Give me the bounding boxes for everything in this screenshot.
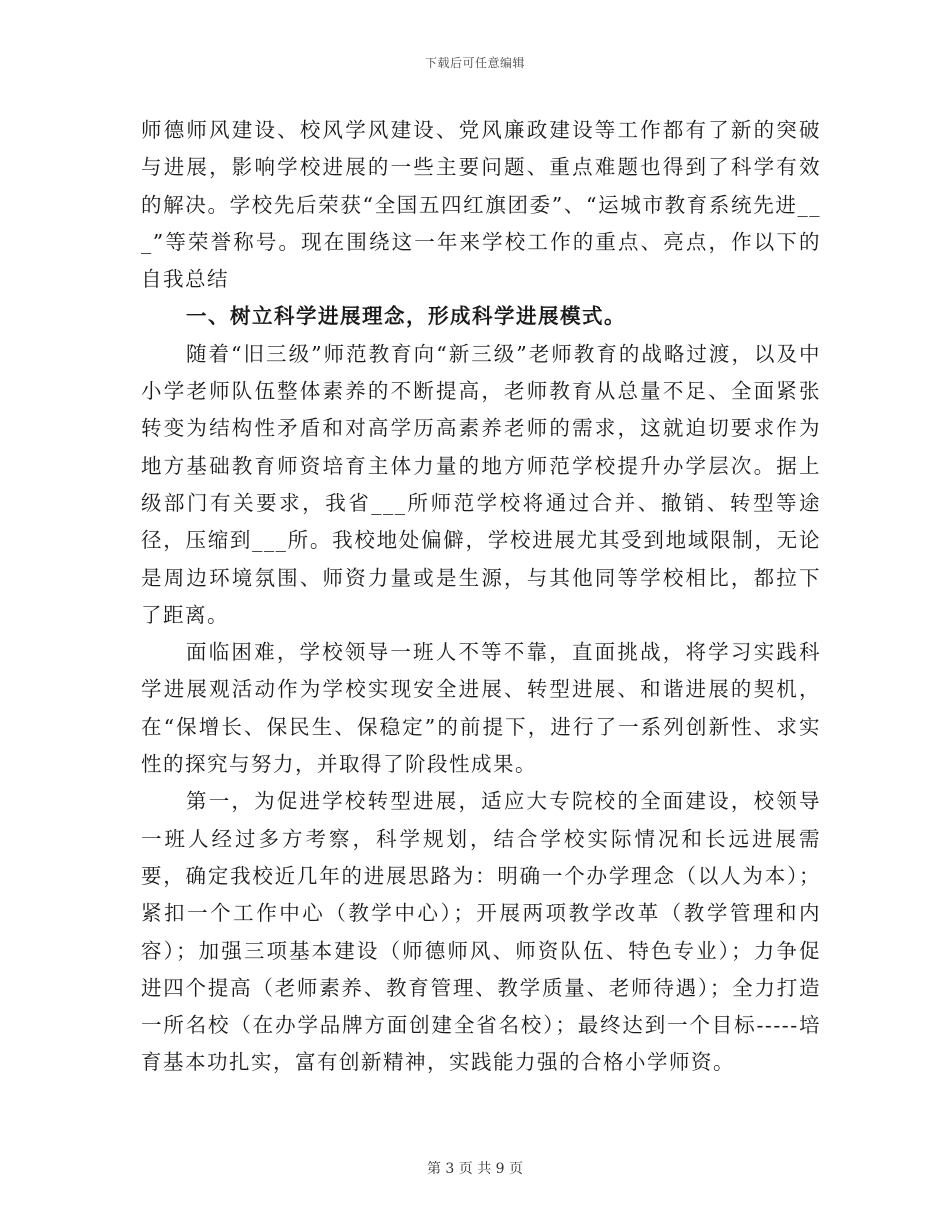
section-heading: 一、树立科学进展理念，形成科学进展模式。 bbox=[186, 304, 626, 329]
document-body bbox=[141, 112, 821, 1082]
paragraph-challenge: 面临困难，学校领导一班人不等不靠，直面挑战，将学习实践科学进展观活动作为学校实现安全进展、转型进展、和谐进展的契机，在“保增长、保民生、保稳定”的前提下，进行了一系列创新性、求实性的探究与努力，并取得了阶段性成果。 bbox=[141, 640, 821, 777]
page-header: 下载后可任意编辑 bbox=[424, 56, 525, 70]
page-footer: 第 3 页 共 9 页 bbox=[426, 1161, 524, 1177]
paragraph-first-point: 第一，为促进学校转型进展，适应大专院校的全面建设，校领导一班人经过多方考察，科学规划，结合学校实际情况和长远进展需要，确定我校近几年的进展思路为：明确一个办学理念（以人为本）；紧扣一个工作中心（教学中心）；开展两项教学改革（教学管理和内容）；加强三项基本建设（师德师风、师资队伍、特色专业）；力争促进四个提高（老师素养、教育管理、教学质量、老师待遇）；全力打造一所名校（在办学品牌方面创建全省名校）；最终达到一个目标-----培育基本功扎实，富有创新精神，实践能力强的合格小学师资。 bbox=[141, 789, 821, 1075]
paragraph-continuation: 师德师风建设、校风学风建设、党风廉政建设等工作都有了新的突破与进展，影响学校进展的一些主要问题、重点难题也得到了科学有效的解决。学校先后荣获“全国五四红旗团委”、“运城市教育系统先进___”等荣誉称号。现在围绕这一年来学校工作的重点、亮点，作以下的自我总结 bbox=[141, 118, 821, 292]
paragraph-background: 随着“旧三级”师范教育向“新三级”老师教育的战略过渡，以及中小学老师队伍整体素养的不断提高，老师教育从总量不足、全面紧张转变为结构性矛盾和对高学历高素养老师的需求，这就迫切要求作为地方基础教育师资培育主体力量的地方师范学校提升办学层次。据上级部门有关要求，我省___所师范学校将通过合并、撤销、转型等途径，压缩到___所。我校地处偏僻，学校进展尤其受到地域限制，无论是周边环境氛围、师资力量或是生源，与其他同等学校相比，都拉下了距离。 bbox=[141, 341, 821, 627]
